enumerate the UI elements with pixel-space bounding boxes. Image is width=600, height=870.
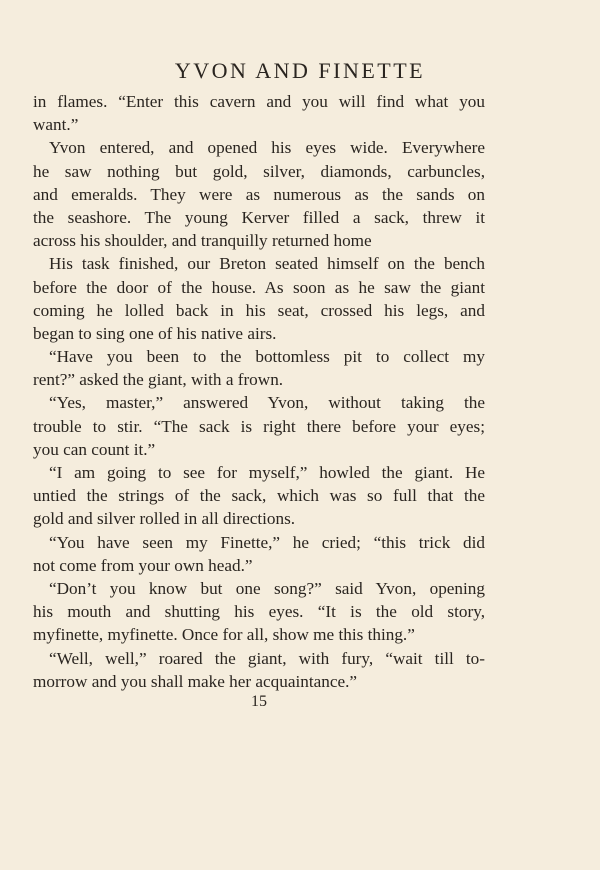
text-line: began to sing one of his native airs.: [33, 323, 277, 343]
running-title: YVON AND FINETTE: [174, 58, 426, 83]
text-line: coming he lolled back in his seat, crossed his legs, and: [33, 300, 485, 320]
text-line: “Don’t you know but one song?” said Yvon, opening: [49, 578, 485, 598]
text-line: trouble to stir. “The sack is right there before your eyes;: [33, 416, 485, 436]
text-line: “You have seen my Finette,” he cried; “this trick did: [49, 532, 485, 552]
text-line: gold and silver rolled in all directions.: [33, 509, 296, 529]
text-line: the seashore. The young Kerver filled a sack, threw it: [33, 207, 485, 227]
text-line: Yvon entered, and opened his eyes wide. Everywhere: [49, 138, 485, 158]
text-line: and emeralds. They were as numerous as the sands on: [33, 184, 485, 204]
text-line: you can count it.”: [33, 439, 156, 459]
text-line: His task finished, our Breton seated himself on the bench: [49, 254, 485, 274]
text-line: across his shoulder, and tranquilly returned home: [33, 231, 372, 251]
text-line: “Well, well,” roared the giant, with fury, “wait till to-: [49, 648, 485, 668]
text-line: not come from your own head.”: [33, 555, 253, 575]
body-text: [33, 90, 485, 693]
text-line: “Yes, master,” answered Yvon, without taking the: [49, 393, 485, 413]
text-line: myfinette, myfinette. Once for all, show me this thing.”: [33, 625, 415, 645]
page-number: 15: [251, 693, 267, 710]
text-line: before the door of the house. As soon as he saw the giant: [33, 277, 485, 297]
text-line: he saw nothing but gold, silver, diamonds, carbuncles,: [33, 161, 485, 181]
text-line: rent?” asked the giant, with a frown.: [33, 370, 284, 390]
text-line: in flames. “Enter this cavern and you will find what you: [33, 92, 485, 111]
text-line: want.”: [33, 115, 79, 135]
text-line: his mouth and shutting his eyes. “It is the old story,: [33, 602, 485, 622]
text-line: untied the strings of the sack, which was so full that the: [33, 486, 485, 506]
text-line: morrow and you shall make her acquaintance.”: [33, 671, 358, 691]
text-line: “I am going to see for myself,” howled the giant. He: [49, 463, 485, 482]
text-line: “Have you been to the bottomless pit to collect my: [49, 347, 485, 367]
